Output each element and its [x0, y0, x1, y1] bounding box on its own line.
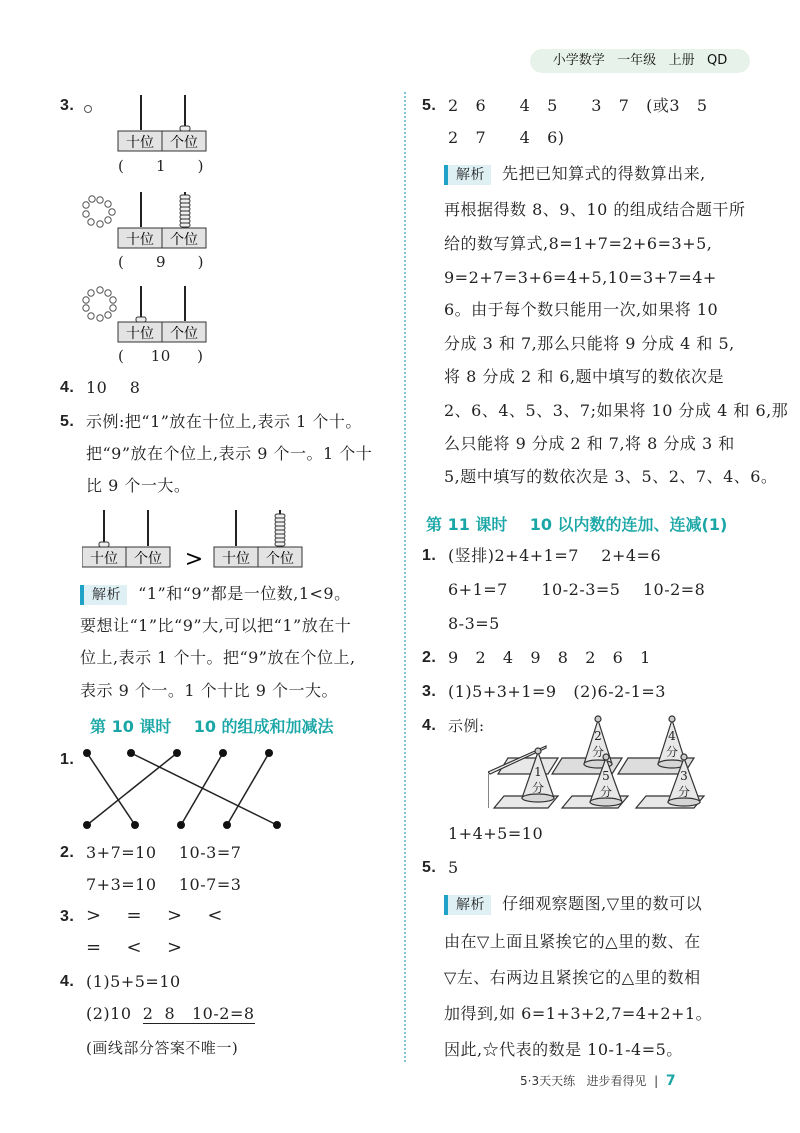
q4-answer: 10 8 [86, 378, 141, 397]
s11-q4-answer: 1+4+5=10 [448, 824, 544, 843]
s10-q4-line-1: (1)5+5=10 [86, 972, 181, 991]
analysis-2-tag: 解析 [444, 165, 491, 185]
s11-q3-number: 3. [422, 683, 437, 700]
s10-q4-line-2-prefix: (2)10 [86, 1004, 143, 1023]
s10-q2-line-1: 3+7=10 10-3=7 [86, 843, 242, 862]
analysis-2-line-6: 分成 3 和 7,那么只能将 9 分成 4 和 5, [444, 334, 735, 353]
q5-line-2: 把“9”放在个位上,表示 9 个一。1 个十 [86, 444, 373, 463]
abacus-3-ones-label: 个位 [170, 326, 198, 342]
s10-q3-number: 3. [60, 908, 75, 925]
s11-q5-answer: 5 [448, 858, 459, 877]
cone-number-1: 2 [594, 729, 602, 743]
cone-number-4: 5 [602, 769, 610, 783]
cone-number-3: 1 [534, 765, 542, 779]
abacus-1-tens-label: 十位 [126, 135, 154, 151]
abacus-2 [80, 192, 220, 254]
analysis-2-line-9: 么只能将 9 分成 2 和 7,将 8 分成 3 和 [444, 434, 735, 453]
analysis-2-line-3: 给的数写算式,8=1+7=2+6=3+5, [444, 234, 713, 253]
abacus-2-tens-label: 十位 [126, 232, 154, 248]
s11-q3-answer: (1)5+3+1=9 (2)6-2-1=3 [448, 682, 666, 701]
cone-label-3: 分 [531, 781, 545, 795]
cmp-b-tens-label: 十位 [222, 551, 250, 567]
analysis-1-line-4: 表示 9 个一。1 个十比 9 个一大。 [80, 681, 338, 700]
s11-q1-line-2: 6+1=7 10-2-3=5 10-2=8 [448, 580, 706, 599]
s11-q5-number: 5. [422, 859, 437, 876]
s11-q1-line-3: 8-3=5 [448, 614, 500, 633]
analysis-3-tag: 解析 [444, 895, 491, 915]
s10-q3-line-1: > = > < [86, 905, 223, 926]
q5-line-3: 比 9 个一大。 [86, 476, 191, 495]
analysis-1-line-2: 要想让“1”比“9”大,可以把“1”放在十 [80, 616, 352, 635]
s10-q2-number: 2. [60, 844, 75, 861]
cone-label-4: 分 [599, 785, 613, 799]
s11-q2-answer: 9 2 4 9 8 2 6 1 [448, 648, 651, 667]
s10-q4-line-2 [86, 1004, 255, 1024]
analysis-3-line-3: ▽左、右两边且紧挨它的△里的数相 [444, 968, 701, 987]
cmp-a-ones-label: 个位 [134, 551, 162, 567]
s10-q1-number: 1. [60, 751, 75, 768]
analysis-2-line-8: 2、6、4、5、3、7;如果将 10 分成 4 和 6,那 [444, 401, 789, 420]
s10-q3-line-2: = < > [86, 937, 183, 958]
cmp-b-ones-label: 个位 [266, 551, 294, 567]
s10-q4-number: 4. [60, 973, 75, 990]
s11-q2-number: 2. [422, 649, 437, 666]
matching-lines [80, 745, 290, 835]
analysis-1-line-3: 位上,表示 1 个十。把“9”放在个位上, [80, 648, 356, 667]
q4-number: 4. [60, 379, 75, 396]
column-divider [404, 92, 406, 1062]
analysis-3-text-1: 仔细观察题图,▽里的数可以 [502, 894, 703, 913]
page-number: 7 [665, 1073, 676, 1089]
analysis-2-line-5: 6。由于每个数只能用一次,如果将 10 [444, 300, 719, 319]
cone-label-5: 分 [677, 785, 691, 799]
q5-number: 5. [60, 413, 75, 430]
footer-text: 5·3天天练 进步看得见 | [520, 1074, 659, 1088]
q3-number: 3. [60, 97, 75, 114]
analysis-2-line-4: 9=2+7=3+6=4+5,10=3+7=4+ [444, 268, 717, 287]
abacus-2-answer: ( 9 ) [118, 253, 204, 271]
s10-q4-underlined-answer: 2 8 10-2=8 [142, 1004, 255, 1023]
s10-q2-line-2: 7+3=10 10-7=3 [86, 875, 242, 894]
s11-q1-line-1: (竖排)2+4+1=7 2+4=6 [448, 546, 662, 565]
r-q5-line-1: 2 6 4 5 3 7 (或3 5 [448, 96, 708, 115]
analysis-2-line-2: 再根据得数 8、9、10 的组成结合题干所 [444, 200, 746, 219]
abacus-3 [80, 286, 220, 348]
footer [520, 1072, 676, 1089]
r-q5-line-2: 2 7 4 6) [448, 128, 565, 147]
analysis-3-line-2: 由在▽上面且紧挨它的△里的数、在 [444, 932, 701, 951]
cone-number-5: 3 [680, 769, 688, 783]
r-q5-number: 5. [422, 97, 437, 114]
analysis-2-line-7: 将 8 分成 2 和 6,题中填写的数依次是 [444, 367, 725, 386]
abacus-3-tens-label: 十位 [126, 326, 154, 342]
cone-label-1: 分 [591, 745, 605, 759]
analysis-1-text-1: “1”和“9”都是一位数,1<9。 [138, 584, 351, 603]
abacus-1-answer: ( 1 ) [118, 157, 204, 175]
cone-label-2: 分 [665, 745, 679, 759]
cones-illustration [488, 712, 720, 810]
abacus-3-answer: ( 10 ) [118, 347, 204, 365]
cmp-a-tens-label: 十位 [90, 551, 118, 567]
analysis-2-line-10: 5,题中填写的数依次是 3、5、2、7、4、6。 [444, 467, 778, 486]
s11-q1-number: 1. [422, 547, 437, 564]
analysis-2-line-1 [444, 164, 706, 185]
cone-number-2: 4 [668, 729, 676, 743]
section-10-title: 第 10 课时 10 的组成和加减法 [90, 717, 334, 736]
analysis-2-text-1: 先把已知算式的得数算出来, [502, 164, 706, 183]
analysis-1-tag: 解析 [80, 585, 127, 605]
s11-q4-label: 示例: [448, 717, 485, 735]
q5-line-1: 示例:把“1”放在十位上,表示 1 个十。 [86, 412, 362, 431]
analysis-3-line-4: 加得到,如 6=1+3+2,7=4+2+1。 [444, 1004, 713, 1023]
header-badge: 小学数学 一年级 上册 QD [530, 49, 750, 73]
abacus-1-ones-label: 个位 [170, 135, 198, 151]
analysis-3-line-1 [444, 894, 702, 915]
abacus-comparison [82, 508, 304, 570]
analysis-3-line-5: 因此,☆代表的数是 10-1-4=5。 [444, 1040, 683, 1059]
section-11-title: 第 11 课时 10 以内数的连加、连减(1) [426, 515, 728, 534]
s10-q4-note: (画线部分答案不唯一) [86, 1039, 239, 1057]
analysis-1-line-1 [80, 584, 351, 605]
cmp-sign: > [184, 547, 204, 570]
abacus-2-ones-label: 个位 [170, 232, 198, 248]
s11-q4-number: 4. [422, 717, 437, 734]
